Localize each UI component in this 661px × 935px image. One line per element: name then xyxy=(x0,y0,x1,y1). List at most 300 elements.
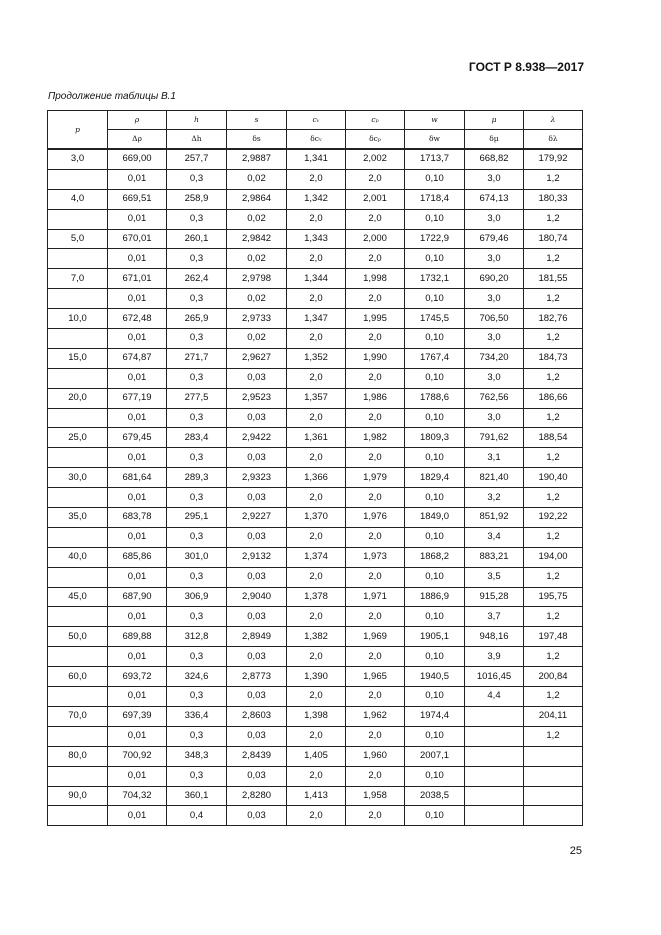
value-cell: 1016,45 xyxy=(465,667,524,687)
value-cell: 1767,4 xyxy=(405,348,465,368)
uncertainty-cell: 0,10 xyxy=(405,408,465,428)
uncertainty-cell: 1,2 xyxy=(524,289,583,309)
value-cell: 258,9 xyxy=(167,189,227,209)
value-cell: 1868,2 xyxy=(405,547,465,567)
uncertainty-cell: 0,02 xyxy=(227,209,287,229)
uncertainty-cell: 0,01 xyxy=(108,567,167,587)
header-delta-rho: Δρ xyxy=(108,130,167,150)
uncertainty-cell: 3,0 xyxy=(465,249,524,269)
uncertainty-cell: 0,3 xyxy=(167,567,227,587)
value-cell: 1,357 xyxy=(287,388,346,408)
table-row-uncertainty xyxy=(48,488,583,508)
uncertainty-cell: 2,0 xyxy=(346,647,405,667)
table-row-uncertainty xyxy=(48,408,583,428)
uncertainty-cell: 2,0 xyxy=(287,687,346,707)
table-row-values xyxy=(48,667,583,687)
uncertainty-cell: 2,0 xyxy=(346,687,405,707)
value-cell: 1,995 xyxy=(346,309,405,329)
value-cell: 1,374 xyxy=(287,547,346,567)
value-cell: 1940,5 xyxy=(405,667,465,687)
uncertainty-cell: 0,3 xyxy=(167,169,227,189)
table-body xyxy=(48,149,583,826)
value-cell: 690,20 xyxy=(465,269,524,289)
uncertainty-cell: 0,03 xyxy=(227,806,287,826)
value-cell: 1,342 xyxy=(287,189,346,209)
table-row-uncertainty xyxy=(48,209,583,229)
value-cell: 186,66 xyxy=(524,388,583,408)
value-cell: 1886,9 xyxy=(405,587,465,607)
pressure-cell: 3,0 xyxy=(48,149,108,169)
uncertainty-cell: 2,0 xyxy=(287,488,346,508)
uncertainty-cell: 0,01 xyxy=(108,329,167,349)
value-cell: 2,9842 xyxy=(227,229,287,249)
value-cell: 336,4 xyxy=(167,706,227,726)
uncertainty-cell: 0,03 xyxy=(227,687,287,707)
uncertainty-cell: 0,01 xyxy=(108,209,167,229)
pressure-cell: 30,0 xyxy=(48,468,108,488)
empty-pressure-cell xyxy=(48,527,108,547)
value-cell: 1,960 xyxy=(346,746,405,766)
value-cell: 1,398 xyxy=(287,706,346,726)
table-row-uncertainty xyxy=(48,647,583,667)
value-cell: 180,74 xyxy=(524,229,583,249)
value-cell: 1,405 xyxy=(287,746,346,766)
uncertainty-cell: 0,03 xyxy=(227,408,287,428)
uncertainty-cell: 0,10 xyxy=(405,607,465,627)
uncertainty-cell: 1,2 xyxy=(524,527,583,547)
uncertainty-cell: 1,2 xyxy=(524,408,583,428)
pressure-cell: 5,0 xyxy=(48,229,108,249)
value-cell: 2,8949 xyxy=(227,627,287,647)
value-cell: 195,75 xyxy=(524,587,583,607)
value-cell: 1,347 xyxy=(287,309,346,329)
uncertainty-cell: 2,0 xyxy=(287,806,346,826)
value-cell: 685,86 xyxy=(108,547,167,567)
value-cell xyxy=(465,706,524,726)
pressure-cell: 45,0 xyxy=(48,587,108,607)
value-cell: 190,40 xyxy=(524,468,583,488)
uncertainty-cell: 3,0 xyxy=(465,289,524,309)
value-cell: 197,48 xyxy=(524,627,583,647)
uncertainty-cell: 0,3 xyxy=(167,408,227,428)
value-cell: 2,9523 xyxy=(227,388,287,408)
table-row-uncertainty xyxy=(48,607,583,627)
value-cell: 706,50 xyxy=(465,309,524,329)
uncertainty-cell: 3,0 xyxy=(465,368,524,388)
value-cell: 668,82 xyxy=(465,149,524,169)
table-header xyxy=(48,111,583,150)
uncertainty-cell: 0,3 xyxy=(167,647,227,667)
empty-pressure-cell xyxy=(48,607,108,627)
uncertainty-cell: 3,2 xyxy=(465,488,524,508)
value-cell: 204,11 xyxy=(524,706,583,726)
value-cell: 2,8439 xyxy=(227,746,287,766)
value-cell: 1,990 xyxy=(346,348,405,368)
value-cell: 1,986 xyxy=(346,388,405,408)
uncertainty-cell: 2,0 xyxy=(287,567,346,587)
value-cell: 2,9864 xyxy=(227,189,287,209)
empty-pressure-cell xyxy=(48,169,108,189)
value-cell: 2,002 xyxy=(346,149,405,169)
pressure-cell: 10,0 xyxy=(48,309,108,329)
uncertainty-cell: 0,01 xyxy=(108,766,167,786)
uncertainty-cell: 0,10 xyxy=(405,209,465,229)
value-cell: 2,9733 xyxy=(227,309,287,329)
value-cell: 1,378 xyxy=(287,587,346,607)
uncertainty-cell: 2,0 xyxy=(287,249,346,269)
table-row-values xyxy=(48,149,583,169)
pressure-cell: 35,0 xyxy=(48,508,108,528)
value-cell: 1,976 xyxy=(346,508,405,528)
uncertainty-cell: 0,10 xyxy=(405,448,465,468)
property-table xyxy=(47,110,583,826)
table-row-uncertainty xyxy=(48,806,583,826)
table-row-values xyxy=(48,547,583,567)
uncertainty-cell: 0,3 xyxy=(167,448,227,468)
uncertainty-cell: 4,4 xyxy=(465,687,524,707)
value-cell: 1829,4 xyxy=(405,468,465,488)
uncertainty-cell: 0,01 xyxy=(108,806,167,826)
uncertainty-cell: 0,3 xyxy=(167,607,227,627)
uncertainty-cell: 0,10 xyxy=(405,766,465,786)
uncertainty-cell: 2,0 xyxy=(287,408,346,428)
uncertainty-cell: 1,2 xyxy=(524,209,583,229)
value-cell: 265,9 xyxy=(167,309,227,329)
uncertainty-cell: 2,0 xyxy=(287,289,346,309)
value-cell: 2,8773 xyxy=(227,667,287,687)
value-cell: 1722,9 xyxy=(405,229,465,249)
value-cell: 2,9627 xyxy=(227,348,287,368)
value-cell: 948,16 xyxy=(465,627,524,647)
value-cell: 200,84 xyxy=(524,667,583,687)
header-delta-h: Δh xyxy=(167,130,227,150)
value-cell: 2,9040 xyxy=(227,587,287,607)
uncertainty-cell: 2,0 xyxy=(346,329,405,349)
value-cell: 851,92 xyxy=(465,508,524,528)
header-delta-lambda: δλ xyxy=(524,130,583,150)
uncertainty-cell: 3,1 xyxy=(465,448,524,468)
value-cell: 1718,4 xyxy=(405,189,465,209)
empty-pressure-cell xyxy=(48,488,108,508)
empty-pressure-cell xyxy=(48,249,108,269)
uncertainty-cell: 1,2 xyxy=(524,169,583,189)
uncertainty-cell: 0,03 xyxy=(227,726,287,746)
value-cell: 1809,3 xyxy=(405,428,465,448)
header-delta-mu: δμ xyxy=(465,130,524,150)
value-cell: 1788,6 xyxy=(405,388,465,408)
uncertainty-cell: 2,0 xyxy=(346,607,405,627)
value-cell: 1,958 xyxy=(346,786,405,806)
value-cell: 2,9798 xyxy=(227,269,287,289)
value-cell: 671,01 xyxy=(108,269,167,289)
value-cell: 681,64 xyxy=(108,468,167,488)
value-cell: 192,22 xyxy=(524,508,583,528)
uncertainty-cell: 2,0 xyxy=(346,527,405,547)
uncertainty-cell: 0,10 xyxy=(405,527,465,547)
value-cell: 697,39 xyxy=(108,706,167,726)
table-row-uncertainty xyxy=(48,726,583,746)
value-cell: 1,979 xyxy=(346,468,405,488)
header-s: s xyxy=(227,111,287,130)
value-cell: 2,9323 xyxy=(227,468,287,488)
header-lambda: λ xyxy=(524,111,583,130)
value-cell: 184,73 xyxy=(524,348,583,368)
value-cell: 2,9887 xyxy=(227,149,287,169)
uncertainty-cell: 2,0 xyxy=(287,329,346,349)
uncertainty-cell: 0,10 xyxy=(405,567,465,587)
uncertainty-cell: 2,0 xyxy=(287,209,346,229)
uncertainty-cell: 3,5 xyxy=(465,567,524,587)
table-row-uncertainty xyxy=(48,567,583,587)
uncertainty-cell: 3,0 xyxy=(465,209,524,229)
table-row-values xyxy=(48,309,583,329)
uncertainty-cell: 0,02 xyxy=(227,249,287,269)
pressure-cell: 90,0 xyxy=(48,786,108,806)
value-cell: 1,969 xyxy=(346,627,405,647)
table-row-uncertainty xyxy=(48,329,583,349)
value-cell: 704,32 xyxy=(108,786,167,806)
uncertainty-cell: 0,03 xyxy=(227,647,287,667)
value-cell: 312,8 xyxy=(167,627,227,647)
table-row-values xyxy=(48,627,583,647)
value-cell: 1732,1 xyxy=(405,269,465,289)
uncertainty-cell: 2,0 xyxy=(346,806,405,826)
value-cell: 762,56 xyxy=(465,388,524,408)
value-cell xyxy=(524,786,583,806)
pressure-cell: 80,0 xyxy=(48,746,108,766)
uncertainty-cell: 2,0 xyxy=(346,408,405,428)
uncertainty-cell: 0,4 xyxy=(167,806,227,826)
pressure-cell: 50,0 xyxy=(48,627,108,647)
value-cell: 1,344 xyxy=(287,269,346,289)
table-row-values xyxy=(48,508,583,528)
value-cell: 1,370 xyxy=(287,508,346,528)
header-delta-cp: δcₚ xyxy=(346,130,405,150)
uncertainty-cell: 1,2 xyxy=(524,687,583,707)
value-cell: 181,55 xyxy=(524,269,583,289)
value-cell: 1,965 xyxy=(346,667,405,687)
value-cell: 1,962 xyxy=(346,706,405,726)
uncertainty-cell xyxy=(465,726,524,746)
uncertainty-cell: 0,10 xyxy=(405,647,465,667)
header-cv: cᵥ xyxy=(287,111,346,130)
uncertainty-cell: 2,0 xyxy=(287,527,346,547)
table-row-uncertainty xyxy=(48,527,583,547)
empty-pressure-cell xyxy=(48,448,108,468)
uncertainty-cell: 2,0 xyxy=(346,289,405,309)
value-cell: 1,982 xyxy=(346,428,405,448)
uncertainty-cell: 0,01 xyxy=(108,169,167,189)
uncertainty-cell: 0,3 xyxy=(167,368,227,388)
value-cell: 180,33 xyxy=(524,189,583,209)
uncertainty-cell: 0,01 xyxy=(108,408,167,428)
uncertainty-cell: 1,2 xyxy=(524,448,583,468)
value-cell: 360,1 xyxy=(167,786,227,806)
value-cell: 324,6 xyxy=(167,667,227,687)
table-row-values xyxy=(48,348,583,368)
value-cell: 2,8280 xyxy=(227,786,287,806)
uncertainty-cell: 0,3 xyxy=(167,249,227,269)
empty-pressure-cell xyxy=(48,289,108,309)
table-row-uncertainty xyxy=(48,169,583,189)
value-cell: 2,001 xyxy=(346,189,405,209)
table-row-uncertainty xyxy=(48,687,583,707)
uncertainty-cell: 0,3 xyxy=(167,209,227,229)
value-cell: 1,343 xyxy=(287,229,346,249)
value-cell: 791,62 xyxy=(465,428,524,448)
empty-pressure-cell xyxy=(48,726,108,746)
pressure-cell: 40,0 xyxy=(48,547,108,567)
value-cell: 669,00 xyxy=(108,149,167,169)
document-code: ГОСТ Р 8.938—2017 xyxy=(468,60,584,74)
value-cell: 271,7 xyxy=(167,348,227,368)
table-row-uncertainty xyxy=(48,249,583,269)
uncertainty-cell: 0,01 xyxy=(108,527,167,547)
value-cell: 1,971 xyxy=(346,587,405,607)
uncertainty-cell: 0,3 xyxy=(167,289,227,309)
value-cell: 2,9422 xyxy=(227,428,287,448)
empty-pressure-cell xyxy=(48,647,108,667)
uncertainty-cell: 0,10 xyxy=(405,687,465,707)
value-cell xyxy=(465,746,524,766)
value-cell: 283,4 xyxy=(167,428,227,448)
uncertainty-cell: 0,01 xyxy=(108,687,167,707)
uncertainty-cell: 1,2 xyxy=(524,488,583,508)
table-row-values xyxy=(48,428,583,448)
value-cell: 670,01 xyxy=(108,229,167,249)
uncertainty-cell: 0,10 xyxy=(405,368,465,388)
uncertainty-cell xyxy=(524,766,583,786)
pressure-cell: 60,0 xyxy=(48,667,108,687)
table-row-values xyxy=(48,786,583,806)
table-row-values xyxy=(48,746,583,766)
empty-pressure-cell xyxy=(48,567,108,587)
uncertainty-cell: 0,01 xyxy=(108,368,167,388)
empty-pressure-cell xyxy=(48,687,108,707)
value-cell: 679,46 xyxy=(465,229,524,249)
value-cell: 883,21 xyxy=(465,547,524,567)
value-cell: 672,48 xyxy=(108,309,167,329)
page-number: 25 xyxy=(569,845,582,857)
uncertainty-cell: 0,10 xyxy=(405,488,465,508)
uncertainty-cell: 1,2 xyxy=(524,329,583,349)
uncertainty-cell: 2,0 xyxy=(346,567,405,587)
value-cell: 257,7 xyxy=(167,149,227,169)
uncertainty-cell: 2,0 xyxy=(346,726,405,746)
uncertainty-cell: 0,02 xyxy=(227,329,287,349)
header-w: w xyxy=(405,111,465,130)
uncertainty-cell: 2,0 xyxy=(287,647,346,667)
uncertainty-cell: 0,01 xyxy=(108,607,167,627)
empty-pressure-cell xyxy=(48,368,108,388)
uncertainty-cell: 0,03 xyxy=(227,766,287,786)
uncertainty-cell: 0,01 xyxy=(108,488,167,508)
pressure-cell: 4,0 xyxy=(48,189,108,209)
value-cell: 1,413 xyxy=(287,786,346,806)
uncertainty-cell: 0,3 xyxy=(167,766,227,786)
header-p: p xyxy=(48,111,108,150)
header-delta-cv: δcᵥ xyxy=(287,130,346,150)
value-cell: 700,92 xyxy=(108,746,167,766)
uncertainty-cell: 2,0 xyxy=(287,448,346,468)
uncertainty-cell: 0,01 xyxy=(108,647,167,667)
value-cell: 674,87 xyxy=(108,348,167,368)
uncertainty-cell: 3,0 xyxy=(465,329,524,349)
value-cell: 1,973 xyxy=(346,547,405,567)
uncertainty-cell: 0,03 xyxy=(227,567,287,587)
uncertainty-cell: 3,7 xyxy=(465,607,524,627)
table-row-uncertainty xyxy=(48,368,583,388)
uncertainty-cell: 0,10 xyxy=(405,726,465,746)
value-cell: 674,13 xyxy=(465,189,524,209)
empty-pressure-cell xyxy=(48,329,108,349)
uncertainty-cell: 2,0 xyxy=(346,448,405,468)
empty-pressure-cell xyxy=(48,209,108,229)
uncertainty-cell: 0,3 xyxy=(167,527,227,547)
uncertainty-cell: 2,0 xyxy=(346,169,405,189)
uncertainty-cell: 0,01 xyxy=(108,289,167,309)
uncertainty-cell: 3,9 xyxy=(465,647,524,667)
value-cell: 1905,1 xyxy=(405,627,465,647)
empty-pressure-cell xyxy=(48,766,108,786)
uncertainty-cell: 1,2 xyxy=(524,647,583,667)
uncertainty-cell: 0,02 xyxy=(227,289,287,309)
value-cell: 734,20 xyxy=(465,348,524,368)
uncertainty-cell: 3,4 xyxy=(465,527,524,547)
value-cell: 289,3 xyxy=(167,468,227,488)
value-cell: 182,76 xyxy=(524,309,583,329)
table-row-values xyxy=(48,269,583,289)
pressure-cell: 70,0 xyxy=(48,706,108,726)
table-row-uncertainty xyxy=(48,448,583,468)
uncertainty-cell: 0,03 xyxy=(227,368,287,388)
value-cell: 306,9 xyxy=(167,587,227,607)
value-cell: 1,366 xyxy=(287,468,346,488)
uncertainty-cell: 0,10 xyxy=(405,169,465,189)
uncertainty-cell: 2,0 xyxy=(287,169,346,189)
uncertainty-cell: 1,2 xyxy=(524,567,583,587)
table-row-uncertainty xyxy=(48,289,583,309)
uncertainty-cell xyxy=(465,766,524,786)
value-cell: 693,72 xyxy=(108,667,167,687)
pressure-cell: 15,0 xyxy=(48,348,108,368)
uncertainty-cell: 2,0 xyxy=(287,766,346,786)
value-cell: 301,0 xyxy=(167,547,227,567)
value-cell: 1,390 xyxy=(287,667,346,687)
value-cell: 277,5 xyxy=(167,388,227,408)
uncertainty-cell: 0,03 xyxy=(227,527,287,547)
uncertainty-cell: 1,2 xyxy=(524,368,583,388)
uncertainty-cell: 0,10 xyxy=(405,806,465,826)
header-delta-s: δs xyxy=(227,130,287,150)
value-cell xyxy=(524,746,583,766)
uncertainty-cell: 3,0 xyxy=(465,169,524,189)
uncertainty-cell: 2,0 xyxy=(287,368,346,388)
value-cell: 2,9132 xyxy=(227,547,287,567)
table-row-values xyxy=(48,587,583,607)
uncertainty-cell: 2,0 xyxy=(346,249,405,269)
value-cell: 1,998 xyxy=(346,269,405,289)
uncertainty-cell: 0,3 xyxy=(167,329,227,349)
header-cp: cₚ xyxy=(346,111,405,130)
pressure-cell: 20,0 xyxy=(48,388,108,408)
uncertainty-cell xyxy=(524,806,583,826)
uncertainty-cell: 0,01 xyxy=(108,448,167,468)
uncertainty-cell: 2,0 xyxy=(346,488,405,508)
uncertainty-cell: 2,0 xyxy=(287,726,346,746)
value-cell: 262,4 xyxy=(167,269,227,289)
value-cell: 2,000 xyxy=(346,229,405,249)
